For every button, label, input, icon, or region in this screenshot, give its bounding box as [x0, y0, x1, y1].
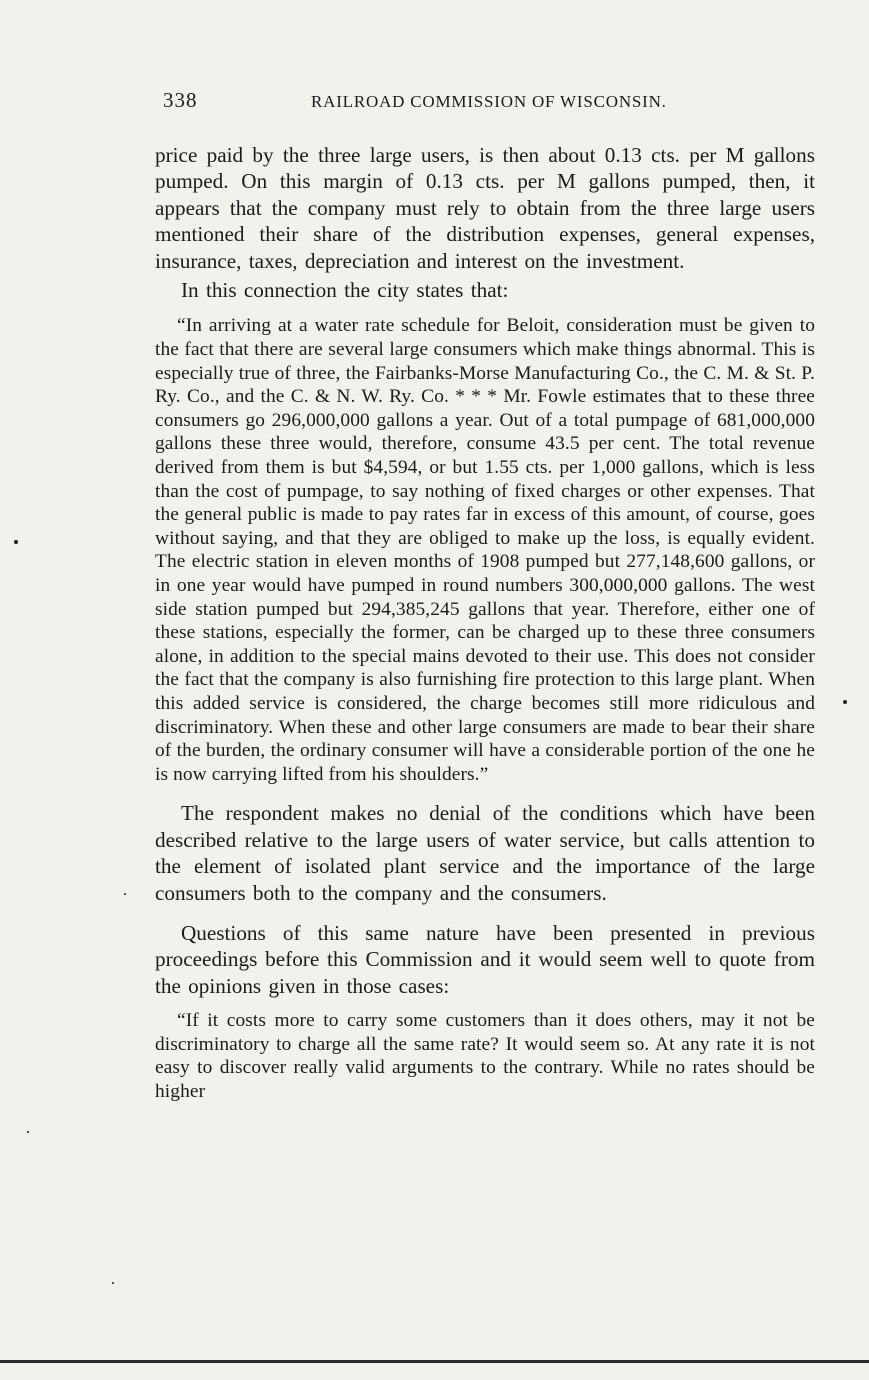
scan-speck	[27, 1131, 29, 1133]
body-text	[155, 142, 815, 1104]
running-head: RAILROAD COMMISSION OF WISCONSIN.	[311, 92, 667, 111]
scan-speck	[112, 1282, 114, 1284]
scan-speck	[124, 893, 126, 895]
paragraph-4: Questions of this same nature have been presented in previous proceedings before this Commission and it would seem well to quote from the opinions given in those cases:	[155, 920, 815, 998]
page-header	[163, 88, 813, 118]
paragraph-1: price paid by the three large users, is then about 0.13 cts. per M gallons pumped. On this margin of 0.13 cts. per M gallons pumped, then, it appears that the company must rely to obtain from the three large users mentioned their share of the distribution expenses, general expenses, insurance, taxes, depreciation and interest on the investment.	[155, 143, 815, 273]
scan-speck	[843, 700, 847, 704]
block-quote-2: “If it costs more to carry some customers than it does others, may it not be discriminatory to charge all the same rate? It would seem so. At any rate it is not easy to discover really valid arguments to the contrary. While no rates should be higher	[155, 1010, 815, 1102]
block-quote-1: “In arriving at a water rate schedule for Beloit, consideration must be given to the fact that there are several large consumers which make things abnormal. This is especially true of three, the Fairbanks-Morse Manufacturing Co., the C. M. & St. P. Ry. Co., and the C. & N. W. Ry. Co. * * * Mr. Fowle estimates that to these three consumers go 296,000,000 gallons a year. Out of a total pumpage of 681,000,000 gallons these three would, therefore, consume 43.5 per cent. The total revenue derived from them is but $4,594, or but 1.55 cts. per 1,000 gallons, which is less than the cost of pumpage, to say nothing of fixed charges or other expenses. That the general public is made to pay rates far in excess of this amount, of course, goes without saying, and that they are obliged to make up the loss, is equally evident. The electric station in eleven months of 1908 pumped but 277,148,600 gallons, or in one year would have pumped in round numbers 300,000,000 gallons. The west side station pumped but 294,385,245 gallons that year. Therefore, either one of these stations, especially the former, can be charged up to these three consumers alone, in addition to the special mains devoted to their use. This does not consider the fact that the company is also furnishing fire protection to this large plant. When this added service is considered, the charge becomes still more ridiculous and discriminatory. When these and other large consumers are made to bear their share of the burden, the ordinary consumer will have a considerable portion of the one he is now carrying lifted from his shoulders.”	[155, 315, 815, 785]
paragraph-2: In this connection the city states that:	[181, 278, 509, 303]
paragraph-3: The respondent makes no denial of the conditions which have been described relative to the large users of water service, but calls attention to the element of isolated plant service and the importance of the large consumers both to the company and the consumers.	[155, 801, 815, 905]
page-bottom-edge	[0, 1360, 869, 1363]
scan-speck	[14, 540, 18, 544]
page-number: 338	[163, 88, 198, 112]
